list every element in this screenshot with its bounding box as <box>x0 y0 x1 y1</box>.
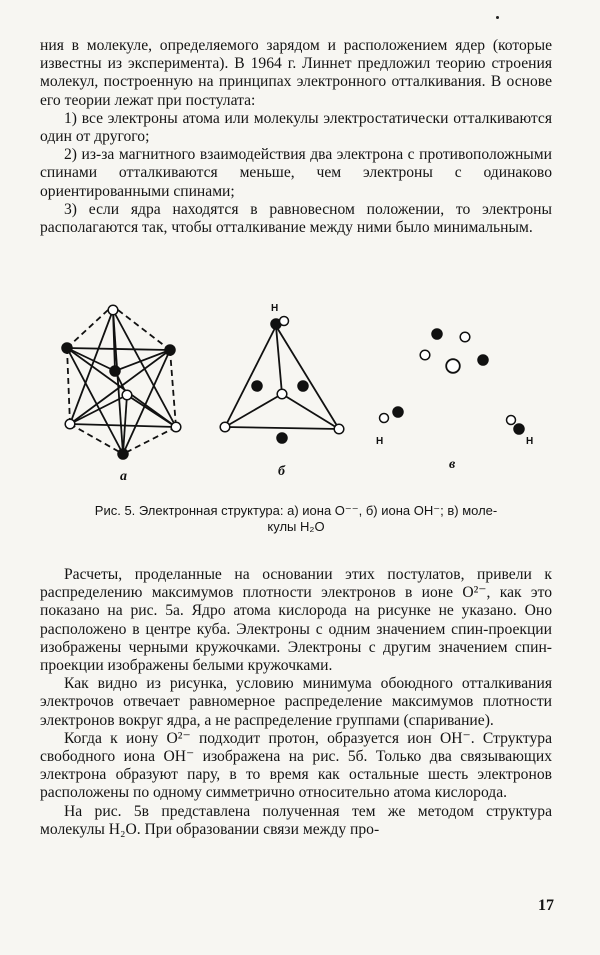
edge <box>67 348 170 350</box>
postulate-2: 2) из-за магнитного взаимодействия два электрона с противоположными спинами отталкиваются меньше, чем электроны с одинаково ориентированными спинами; <box>40 146 552 200</box>
top-text-block <box>40 37 552 237</box>
postulate-1: 1) все электроны атома или молекулы электростатически отталкиваются один от другого; <box>40 109 552 146</box>
paragraph-repulsion: Как видно из рисунка, условию минимума обоюдного отталкивания электрочов отвечает равномерное распределение максимумов плотности электронов вокруг ядра, а не распределение группами (спаривание). <box>40 675 552 729</box>
label-b: б <box>278 464 285 479</box>
black-electron <box>432 329 442 339</box>
edge <box>276 326 339 429</box>
black-electron <box>277 433 287 443</box>
figure-5b-oh-ion <box>216 296 366 496</box>
edge <box>113 310 115 371</box>
paragraph-calculations: Расчеты, проделанные на основании этих постулатов, привели к распределению максимумов плотности электронов в ионе О²⁻, как это показано на рис. 5а. Ядро атома кислорода на рисунке не указано. Оно расположено в центре куба. Электроны с одним значением спин-проекции изображены черными кружочками. Электроны с другим значением спин-проекции изображены белыми кружочками. <box>40 566 552 675</box>
figure-caption <box>40 503 552 535</box>
print-speck <box>496 16 499 19</box>
caption-line-1: Рис. 5. Электронная структура: а) иона О⁻⁻, б) иона ОН⁻; в) моле- <box>94 503 498 518</box>
edge <box>225 427 339 429</box>
dashed-edge <box>67 348 70 424</box>
bottom-text-block <box>40 566 552 839</box>
postulate-3: 3) если ядра находятся в равновесном положении, то электроны располагаются так, чтобы отталкивание между ними было минимальным. <box>40 200 552 237</box>
figure-5v-h2o <box>370 316 550 496</box>
white-electron <box>277 389 287 399</box>
white-electron <box>420 350 430 360</box>
oxygen-nucleus <box>446 359 460 373</box>
white-electron <box>460 332 470 342</box>
black-electron <box>298 381 308 391</box>
h-atom-label-left: Н <box>376 436 384 447</box>
white-electron <box>122 390 132 400</box>
white-electron <box>220 422 230 432</box>
edge <box>282 394 339 429</box>
h-atom-label-right: Н <box>526 436 534 447</box>
paragraph-intro: ния в молекуле, определяемого зарядом и расположением ядер (которые известны из эксперимента). В 1964 г. Линнет предложил теорию строения молекул, построенную на принципах электронного отталкивания. В основе его теории лежат при постулата: <box>40 37 552 109</box>
dashed-edge <box>170 350 176 427</box>
label-v: в <box>449 457 456 472</box>
white-electron <box>171 422 181 432</box>
white-electron <box>507 416 516 425</box>
dashed-edge <box>67 310 108 348</box>
black-electron <box>165 345 175 355</box>
white-electron <box>380 414 389 423</box>
paragraph-oh-ion: Когда к иону О²⁻ подходит протон, образуется ион ОН⁻. Структура свободного иона ОН⁻ изображена на рис. 5б. Только два связывающих электрона образуют пару, в то время как остальные шесть электронов расположены по одному симметрично относительно атома кислорода. <box>40 729 552 802</box>
edge <box>276 326 282 394</box>
page-number: 17 <box>538 897 554 914</box>
white-electron <box>280 317 289 326</box>
black-electron <box>110 366 120 376</box>
white-electron <box>65 419 75 429</box>
dashed-edge <box>123 427 176 454</box>
edge <box>70 424 176 427</box>
white-electron <box>108 305 118 315</box>
black-electron <box>62 343 72 353</box>
black-electron <box>393 407 403 417</box>
caption-line-2: кулы Н₂О <box>267 519 325 534</box>
black-electron <box>252 381 262 391</box>
h-atom-label: Н <box>271 303 279 314</box>
white-electron <box>334 424 344 434</box>
black-electron <box>478 355 488 365</box>
black-electron <box>118 449 128 459</box>
label-a: а <box>120 469 127 484</box>
black-electron <box>514 424 524 434</box>
paragraph-h2o: На рис. 5в представлена полученная тем же методом структура молекулы Н₂О. При образовании связи между про- <box>40 802 552 838</box>
edge <box>127 395 176 427</box>
dashed-edge <box>118 310 170 350</box>
figure-5a-o2-ion <box>50 296 200 496</box>
